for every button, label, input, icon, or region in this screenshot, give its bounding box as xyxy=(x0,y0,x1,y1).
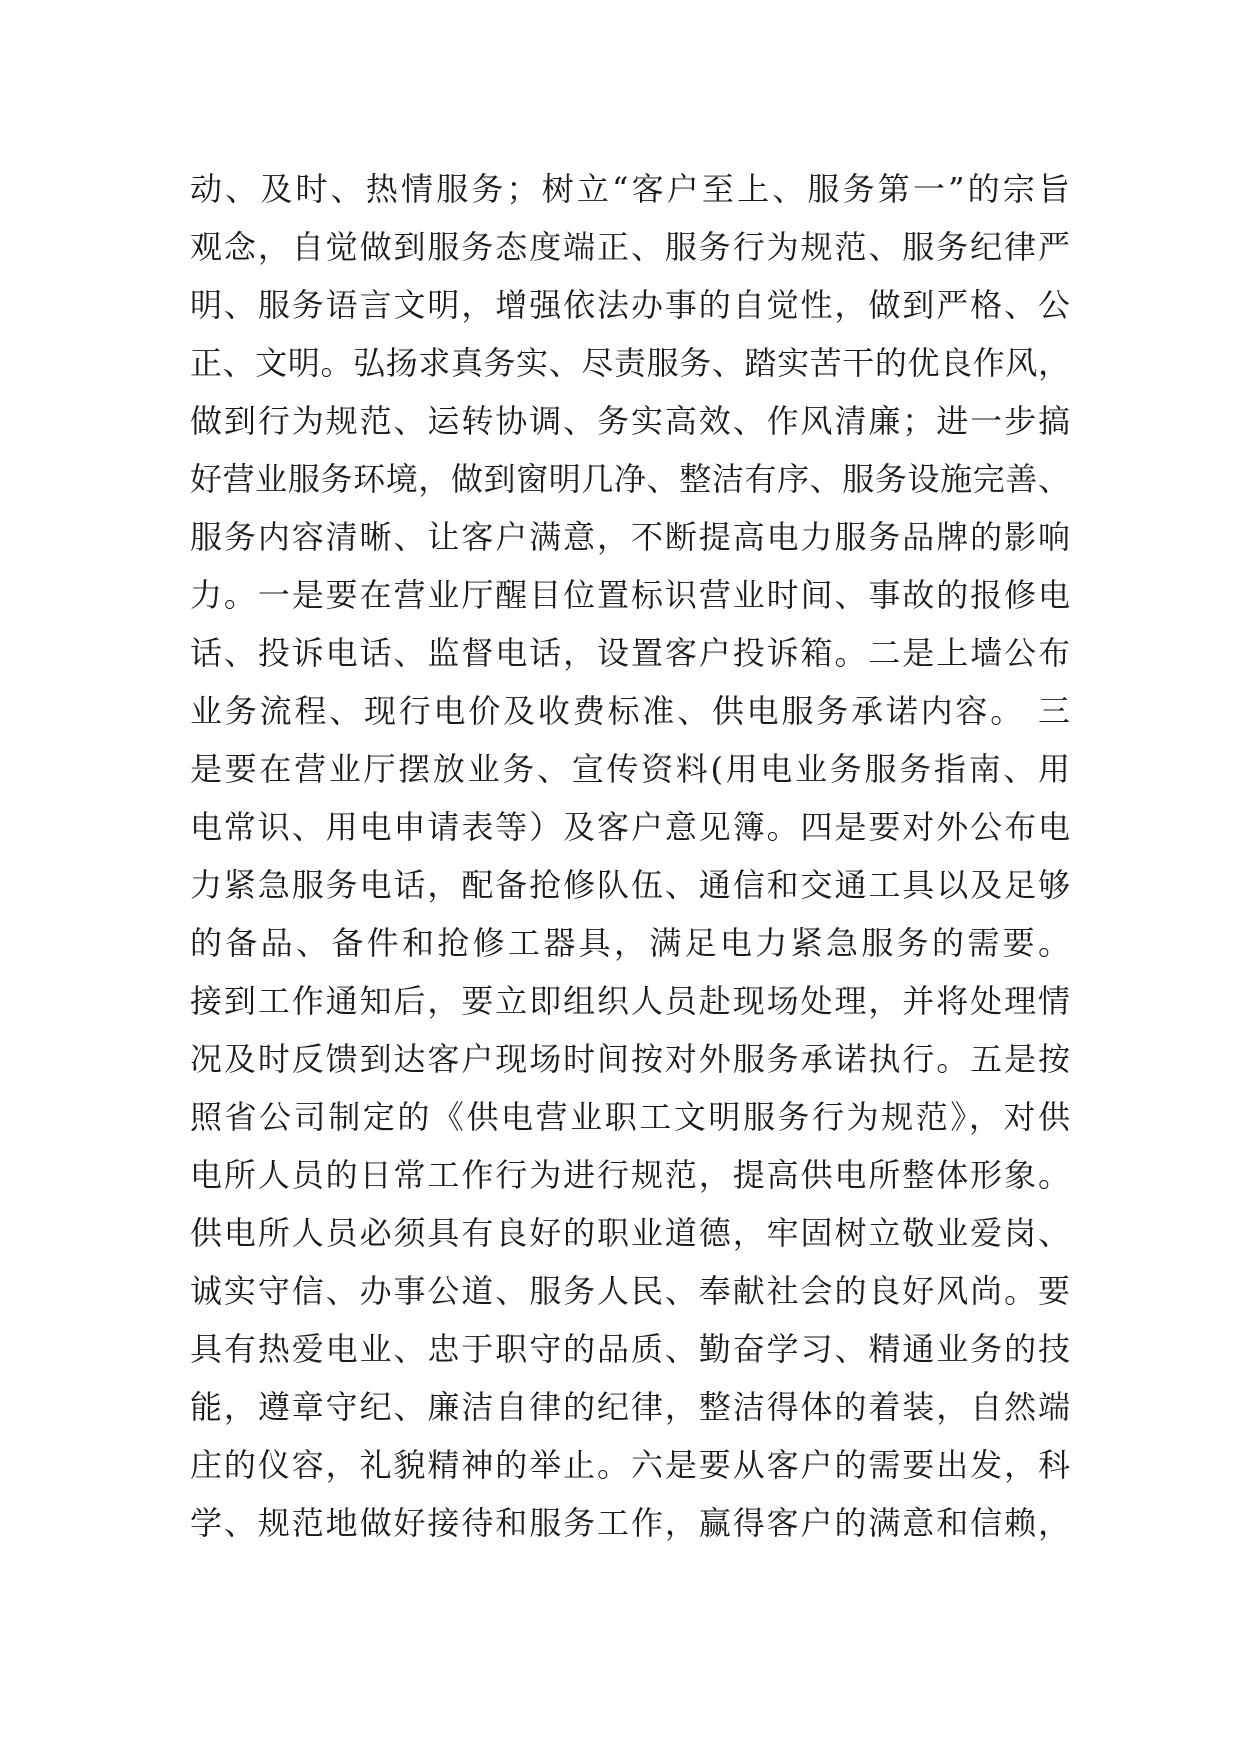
text-line: 庄的仪容，礼貌精神的举止。六是要从客户的需要出发，科 xyxy=(190,1446,1070,1484)
text-line: 力。一是要在营业厅醒目位置标识营业时间、事故的报修电 xyxy=(190,576,1070,614)
text-line: 好营业服务环境，做到窗明几净、整洁有序、服务设施完善、 xyxy=(190,460,1070,498)
text-line: 照省公司制定的《供电营业职工文明服务行为规范》，对供 xyxy=(190,1098,1070,1136)
text-line: 电常识、用电申请表等）及客户意见簿。四是要对外公布电 xyxy=(190,808,1070,846)
text-line: 能，遵章守纪、廉洁自律的纪律，整洁得体的着装，自然端 xyxy=(190,1388,1070,1426)
text-line: 况及时反馈到达客户现场时间按对外服务承诺执行。五是按 xyxy=(190,1040,1070,1078)
text-line: 业务流程、现行电价及收费标准、供电服务承诺内容。 三 xyxy=(190,692,1070,730)
text-line: 供电所人员必须具有良好的职业道德，牢固树立敬业爱岗、 xyxy=(190,1214,1070,1252)
text-line: 的备品、备件和抢修工器具，满足电力紧急服务的需要。 xyxy=(190,924,1070,962)
text-line: 诚实守信、办事公道、服务人民、奉献社会的良好风尚。要 xyxy=(190,1272,1070,1310)
text-line: 力紧急服务电话，配备抢修队伍、通信和交通工具以及足够 xyxy=(190,866,1070,904)
text-line: 正、文明。弘扬求真务实、尽责服务、踏实苦干的优良作风， xyxy=(190,344,1070,382)
body-paragraph xyxy=(190,160,1070,1552)
text-line: 做到行为规范、运转协调、务实高效、作风清廉；进一步搞 xyxy=(190,402,1070,440)
text-line: 学、规范地做好接待和服务工作，赢得客户的满意和信赖， xyxy=(190,1504,1070,1542)
text-line: 具有热爱电业、忠于职守的品质、勤奋学习、精通业务的技 xyxy=(190,1330,1070,1368)
text-line: 观念，自觉做到服务态度端正、服务行为规范、服务纪律严 xyxy=(190,228,1070,266)
text-line: 电所人员的日常工作行为进行规范，提高供电所整体形象。 xyxy=(190,1156,1070,1194)
text-line: 服务内容清晰、让客户满意，不断提高电力服务品牌的影响 xyxy=(190,518,1070,556)
text-line: 接到工作通知后，要立即组织人员赴现场处理，并将处理情 xyxy=(190,982,1070,1020)
text-line: 话、投诉电话、监督电话，设置客户投诉箱。二是上墙公布 xyxy=(190,634,1070,672)
text-line: 动、及时、热情服务；树立“客户至上、服务第一”的宗旨 xyxy=(190,170,1070,208)
text-line: 是要在营业厅摆放业务、宣传资料(用电业务服务指南、用 xyxy=(190,750,1070,788)
text-line: 明、服务语言文明，增强依法办事的自觉性，做到严格、公 xyxy=(190,286,1070,324)
